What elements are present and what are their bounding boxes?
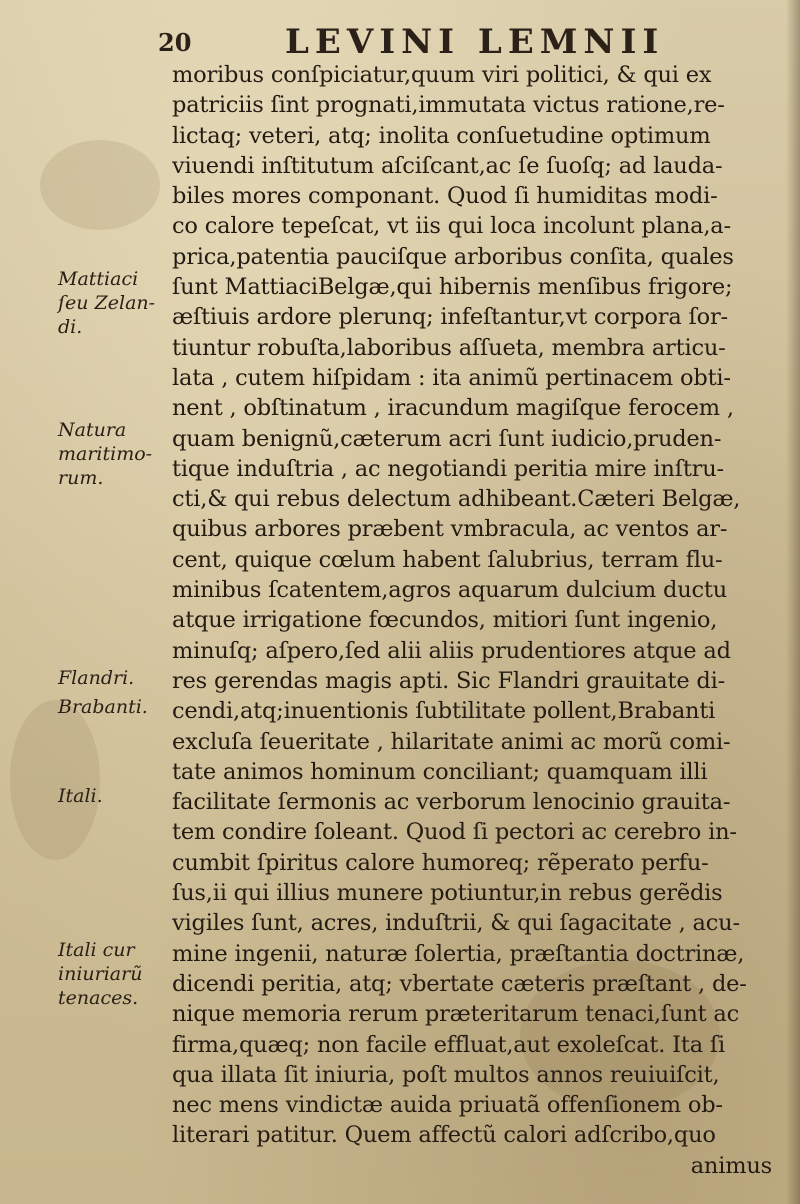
text-line: prica,patentia pauciſque arboribus conſita, quales — [172, 243, 734, 270]
paper-stain — [10, 700, 100, 860]
text-line: facilitate ſermonis ac verborum lenocinio grauita- — [172, 789, 731, 816]
margin-note-itali — [58, 784, 103, 808]
text-line: qua illata ſit iniuria, poſt multos annos reuiuiſcit, — [172, 1061, 720, 1088]
text-line: quibus arbores præbent vmbracula, ac ventos ar- — [172, 516, 728, 543]
text-line: res gerendas magis apti. Sic Flandri grauitate di- — [172, 667, 725, 694]
text-line: nique memoria rerum præteritarum tenaci,ſunt ac — [172, 1001, 740, 1028]
margin-note-line: Natura — [58, 419, 127, 441]
margin-note-line: Itali. — [58, 785, 103, 807]
text-line: co calore tepeſcat, vt iis qui loca incolunt plana,a- — [172, 213, 731, 240]
text-line: cent, quique cœlum habent ſalubrius, terram flu- — [172, 546, 723, 573]
margin-note-line: Itali cur — [58, 939, 135, 961]
text-line: æſtiuis ardore plerunq; infeſtantur,vt corpora ſor- — [172, 304, 728, 331]
text-line: tem condire ſoleant. Quod ſi pectori ac cerebro in- — [172, 819, 737, 846]
text-line: ſus,ii qui illius munere potiuntur,in rebus gerẽdis — [172, 880, 723, 907]
text-line: viuendi inſtitutum aſciſcant,ac ſe ſuoſq; ad lauda- — [172, 152, 723, 179]
margin-note-mattiaci — [58, 267, 155, 339]
text-line: biles mores componant. Quod ſi humiditas modi- — [172, 183, 718, 210]
text-line: moribus conſpiciatur,quum viri politici, & qui ex — [172, 62, 712, 88]
text-line: atque irrigatione fœcundos, mitiori ſunt ingenio, — [172, 607, 718, 634]
margin-note-line: tenaces. — [58, 987, 139, 1009]
margin-note-line: di. — [58, 316, 83, 338]
margin-note-line: Brabanti. — [58, 696, 148, 718]
text-line: firma,quæq; non facile effluat,aut exoleſcat. Ita ſi — [172, 1031, 725, 1058]
text-line: quam benignũ,cæterum acri ſunt iudicio,pruden- — [172, 425, 722, 452]
margin-note-line: iniuriarũ — [58, 963, 143, 985]
text-line: tiuntur robuſta,laboribus aſſueta, membra articu- — [172, 334, 726, 361]
margin-note-flandri — [58, 666, 134, 690]
margin-note-itali-cur — [58, 938, 142, 1010]
text-line: cendi,atq;inuentionis ſubtilitate pollent,Brabanti — [172, 698, 716, 725]
text-line: mine ingenii, naturæ ſolertia, præſtantia doctrinæ, — [172, 940, 745, 967]
text-line: minibus ſcatentem,agros aquarum dulcium ductu — [172, 577, 728, 604]
margin-note-natura — [58, 418, 152, 490]
margin-note-line: maritimo- — [58, 443, 153, 465]
text-line: animus — [690, 1152, 772, 1179]
page-number: 20 — [158, 28, 192, 57]
text-line: dicendi peritia, atq; vbertate cæteris præſtant , de- — [172, 970, 747, 997]
text-line: literari patitur. Quem affectũ calori adſcribo,quo — [172, 1122, 716, 1149]
text-line: cumbit ſpiritus calore humoreq; rẽperato perfu- — [172, 849, 709, 876]
margin-note-line: Mattiaci — [58, 268, 139, 290]
text-line: vigiles ſunt, acres, induſtrii, & qui ſagacitate , acu- — [172, 910, 740, 937]
text-line: tique induſtria , ac negotiandi peritia mire inſtru- — [172, 455, 724, 482]
text-line: nent , obſtinatum , iracundum magiſque ferocem , — [172, 395, 734, 422]
text-line: lictaq; veteri, atq; inolita conſuetudine optimum — [172, 122, 711, 149]
text-line: cti,& qui rebus delectum adhibeant.Cæteri Belgæ, — [172, 486, 741, 513]
text-line: patriciis ſint prognati,immutata victus ratione,re- — [172, 92, 725, 119]
margin-note-brabanti — [58, 695, 148, 719]
text-line: lata , cutem hiſpidam : ita animũ pertinacem obti- — [172, 364, 731, 391]
text-line: nec mens vindictæ auida priuatã offenſionem ob- — [172, 1092, 723, 1119]
running-head: LEVINI LEMNII — [285, 22, 665, 62]
page-header — [0, 22, 800, 62]
text-line: excluſa ſeueritate , hilaritate animi ac morũ comi- — [172, 728, 731, 755]
paper-stain — [40, 140, 160, 230]
main-text-block — [172, 60, 792, 1181]
margin-note-line: Flandri. — [58, 667, 135, 689]
margin-note-line: ſeu Zelan- — [58, 292, 156, 314]
margin-note-line: rum. — [58, 467, 104, 489]
text-line: minuſq; aſpero,ſed alii aliis prudentiores atque ad — [172, 637, 731, 664]
text-line: ſunt MattiaciBelgæ,qui hibernis menſibus frigore; — [172, 274, 733, 301]
text-line: tate animos hominum conciliant; quamquam illi — [172, 758, 708, 785]
